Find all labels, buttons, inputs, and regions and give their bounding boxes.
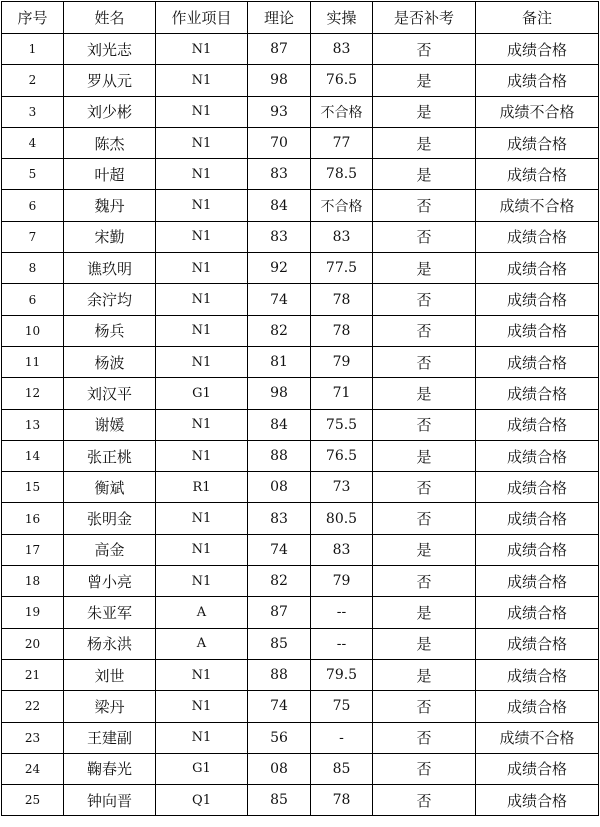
score-table [1,1,599,816]
cell-remark: 成绩合格 [476,409,599,440]
cell-practice: 77.5 [311,253,373,284]
cell-seq: 6 [2,284,64,315]
cell-practice: 不合格 [311,96,373,127]
cell-retake: 否 [373,190,476,221]
cell-remark: 成绩合格 [476,378,599,409]
cell-name: 张正桃 [64,440,156,471]
cell-retake: 是 [373,65,476,96]
cell-theory: 87 [248,34,311,65]
cell-name: 余泞均 [64,284,156,315]
cell-practice: 76.5 [311,65,373,96]
cell-theory: 82 [248,315,311,346]
cell-practice: 78 [311,284,373,315]
cell-name: 罗从元 [64,65,156,96]
cell-retake: 否 [373,503,476,534]
cell-remark: 成绩合格 [476,628,599,659]
cell-remark: 成绩合格 [476,34,599,65]
cell-seq: 8 [2,253,64,284]
cell-practice: 75.5 [311,409,373,440]
cell-remark: 成绩不合格 [476,722,599,753]
cell-remark: 成绩合格 [476,253,599,284]
cell-theory: 84 [248,409,311,440]
cell-name: 宋勤 [64,221,156,252]
cell-project: A [156,597,248,628]
cell-theory: 74 [248,691,311,722]
cell-remark: 成绩合格 [476,785,599,816]
cell-project: G1 [156,378,248,409]
cell-practice: 75 [311,691,373,722]
cell-seq: 13 [2,409,64,440]
header-theory: 理论 [248,2,311,34]
cell-retake: 否 [373,409,476,440]
table-row [2,440,599,471]
cell-remark: 成绩不合格 [476,96,599,127]
cell-project: N1 [156,503,248,534]
cell-seq: 21 [2,659,64,690]
cell-seq: 2 [2,65,64,96]
table-row [2,785,599,816]
header-retake: 是否补考 [373,2,476,34]
cell-practice: 79 [311,346,373,377]
table-row [2,159,599,190]
cell-project: N1 [156,534,248,565]
cell-name: 杨波 [64,346,156,377]
cell-project: N1 [156,65,248,96]
cell-remark: 成绩合格 [476,284,599,315]
table-row [2,566,599,597]
cell-retake: 否 [373,315,476,346]
table-row [2,253,599,284]
cell-project: N1 [156,722,248,753]
cell-seq: 18 [2,566,64,597]
cell-remark: 成绩不合格 [476,190,599,221]
cell-practice: 71 [311,378,373,409]
cell-practice: -- [311,628,373,659]
table-row [2,409,599,440]
cell-name: 朱亚军 [64,597,156,628]
cell-retake: 是 [373,534,476,565]
cell-theory: 93 [248,96,311,127]
cell-remark: 成绩合格 [476,566,599,597]
cell-project: N1 [156,190,248,221]
cell-project: N1 [156,315,248,346]
cell-name: 刘少彬 [64,96,156,127]
cell-practice: 80.5 [311,503,373,534]
cell-retake: 是 [373,440,476,471]
cell-name: 张明金 [64,503,156,534]
cell-remark: 成绩合格 [476,753,599,784]
cell-retake: 否 [373,691,476,722]
table-row [2,753,599,784]
header-row [2,2,599,34]
cell-seq: 6 [2,190,64,221]
cell-retake: 否 [373,753,476,784]
cell-theory: 88 [248,440,311,471]
cell-remark: 成绩合格 [476,315,599,346]
header-practice: 实操 [311,2,373,34]
cell-project: N1 [156,409,248,440]
cell-theory: 81 [248,346,311,377]
table-row [2,190,599,221]
cell-seq: 3 [2,96,64,127]
cell-practice: 78 [311,315,373,346]
cell-remark: 成绩合格 [476,221,599,252]
cell-name: 衡斌 [64,472,156,503]
cell-seq: 16 [2,503,64,534]
cell-theory: 56 [248,722,311,753]
table-row [2,628,599,659]
cell-retake: 是 [373,628,476,659]
cell-remark: 成绩合格 [476,65,599,96]
cell-seq: 19 [2,597,64,628]
cell-practice: -- [311,597,373,628]
cell-project: N1 [156,284,248,315]
cell-practice: 78 [311,785,373,816]
cell-name: 刘光志 [64,34,156,65]
cell-retake: 是 [373,127,476,158]
cell-remark: 成绩合格 [476,440,599,471]
cell-name: 叶超 [64,159,156,190]
cell-name: 杨兵 [64,315,156,346]
table-row [2,346,599,377]
table-row [2,472,599,503]
cell-practice: 83 [311,221,373,252]
cell-theory: 88 [248,659,311,690]
cell-theory: 70 [248,127,311,158]
cell-seq: 24 [2,753,64,784]
cell-theory: 98 [248,65,311,96]
cell-retake: 否 [373,722,476,753]
cell-practice: - [311,722,373,753]
table-row [2,284,599,315]
cell-remark: 成绩合格 [476,472,599,503]
table-row [2,659,599,690]
cell-retake: 是 [373,659,476,690]
cell-name: 刘世 [64,659,156,690]
cell-remark: 成绩合格 [476,534,599,565]
cell-seq: 23 [2,722,64,753]
cell-project: N1 [156,96,248,127]
cell-remark: 成绩合格 [476,597,599,628]
cell-remark: 成绩合格 [476,659,599,690]
cell-theory: 74 [248,284,311,315]
cell-seq: 12 [2,378,64,409]
table-row [2,65,599,96]
cell-practice: 79.5 [311,659,373,690]
cell-practice: 83 [311,534,373,565]
table-row [2,534,599,565]
cell-theory: 08 [248,753,311,784]
cell-practice: 78.5 [311,159,373,190]
cell-theory: 82 [248,566,311,597]
table-row [2,503,599,534]
cell-retake: 否 [373,472,476,503]
cell-retake: 否 [373,221,476,252]
cell-project: N1 [156,440,248,471]
cell-retake: 否 [373,566,476,597]
table-row [2,221,599,252]
cell-name: 陈杰 [64,127,156,158]
cell-seq: 14 [2,440,64,471]
cell-retake: 是 [373,378,476,409]
cell-name: 梁丹 [64,691,156,722]
cell-seq: 1 [2,34,64,65]
cell-project: N1 [156,127,248,158]
cell-seq: 7 [2,221,64,252]
cell-project: R1 [156,472,248,503]
cell-seq: 20 [2,628,64,659]
header-remark: 备注 [476,2,599,34]
cell-practice: 77 [311,127,373,158]
cell-project: N1 [156,346,248,377]
cell-retake: 是 [373,159,476,190]
cell-practice: 76.5 [311,440,373,471]
cell-remark: 成绩合格 [476,127,599,158]
cell-project: N1 [156,253,248,284]
cell-remark: 成绩合格 [476,503,599,534]
table-row [2,691,599,722]
cell-theory: 84 [248,190,311,221]
cell-project: N1 [156,691,248,722]
cell-theory: 98 [248,378,311,409]
cell-name: 谢媛 [64,409,156,440]
table-row [2,597,599,628]
cell-theory: 08 [248,472,311,503]
cell-theory: 83 [248,221,311,252]
cell-seq: 25 [2,785,64,816]
cell-project: G1 [156,753,248,784]
cell-name: 刘汉平 [64,378,156,409]
cell-retake: 否 [373,346,476,377]
cell-practice: 79 [311,566,373,597]
cell-project: Q1 [156,785,248,816]
cell-name: 王建副 [64,722,156,753]
cell-remark: 成绩合格 [476,691,599,722]
cell-theory: 85 [248,628,311,659]
cell-seq: 15 [2,472,64,503]
cell-retake: 否 [373,785,476,816]
cell-theory: 83 [248,503,311,534]
header-name: 姓名 [64,2,156,34]
cell-remark: 成绩合格 [476,346,599,377]
table-row [2,96,599,127]
cell-practice: 85 [311,753,373,784]
cell-name: 谯玖明 [64,253,156,284]
cell-name: 曾小亮 [64,566,156,597]
cell-seq: 10 [2,315,64,346]
table-row [2,722,599,753]
header-project: 作业项目 [156,2,248,34]
table-row [2,34,599,65]
cell-retake: 否 [373,284,476,315]
cell-project: N1 [156,659,248,690]
cell-theory: 83 [248,159,311,190]
cell-practice: 73 [311,472,373,503]
cell-name: 钟向晋 [64,785,156,816]
cell-theory: 92 [248,253,311,284]
cell-retake: 是 [373,253,476,284]
table-row [2,378,599,409]
cell-theory: 74 [248,534,311,565]
cell-retake: 是 [373,96,476,127]
cell-name: 魏丹 [64,190,156,221]
cell-name: 鞠春光 [64,753,156,784]
cell-project: A [156,628,248,659]
header-seq: 序号 [2,2,64,34]
table-row [2,315,599,346]
cell-project: N1 [156,221,248,252]
cell-practice: 83 [311,34,373,65]
cell-retake: 是 [373,597,476,628]
cell-theory: 87 [248,597,311,628]
cell-project: N1 [156,159,248,190]
cell-project: N1 [156,34,248,65]
cell-name: 杨永洪 [64,628,156,659]
cell-practice: 不合格 [311,190,373,221]
cell-remark: 成绩合格 [476,159,599,190]
cell-project: N1 [156,566,248,597]
cell-seq: 4 [2,127,64,158]
cell-seq: 17 [2,534,64,565]
table-row [2,127,599,158]
cell-seq: 11 [2,346,64,377]
cell-theory: 85 [248,785,311,816]
cell-retake: 否 [373,34,476,65]
cell-seq: 22 [2,691,64,722]
cell-seq: 5 [2,159,64,190]
cell-name: 高金 [64,534,156,565]
